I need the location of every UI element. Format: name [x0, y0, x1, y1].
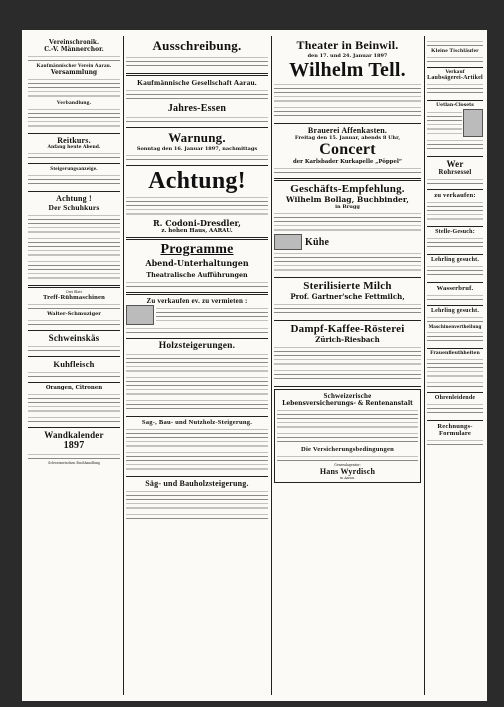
closet-illustration	[463, 109, 483, 137]
ad-kaufm-gesellschaft	[126, 76, 268, 128]
text-block	[427, 402, 483, 416]
text-block	[126, 280, 268, 288]
column-1	[28, 36, 124, 695]
heading-year: 1897	[63, 440, 85, 451]
text-block	[427, 82, 483, 96]
heading-vereinschronik: Vereinschronik.	[48, 38, 100, 46]
warnung-date: Sonntag den 16. Januar 1897, nachmittags	[136, 146, 258, 152]
cow-illustration	[274, 234, 302, 250]
text-block	[427, 330, 483, 344]
text-block	[126, 450, 268, 472]
text-block	[126, 195, 268, 217]
heading-kuhfleisch: Kuhfleisch	[53, 359, 95, 369]
heading-gartner: Prof. Gartner'sche Fettmilch,	[290, 292, 405, 301]
heading-schweizerische: Schweizerische	[323, 392, 372, 400]
ad-sag-steigerung	[126, 417, 268, 477]
text-block	[126, 88, 268, 102]
concert-date: Freitag den 15. Januar, abends 8 Uhr,	[294, 135, 401, 141]
text-block	[274, 211, 421, 233]
heading-steigerungsanzeige: Steigerungsanzeige.	[50, 166, 98, 172]
column-4	[427, 36, 483, 695]
text-block	[28, 54, 120, 62]
ad-schuhkurs	[28, 192, 120, 288]
heading-sag-steigerung: Sag-, Bau- und Nutzholz-Steigerung.	[141, 419, 253, 426]
heading-lehrling: Lehrling gesucht.	[430, 257, 480, 263]
text-block	[28, 107, 120, 129]
text-block	[28, 415, 120, 423]
heading-concert: Concert	[319, 141, 376, 158]
heading-achtung: Achtung !	[56, 194, 92, 203]
heading-kaffee: Dampf-Kaffee-Rösterei	[290, 323, 405, 335]
text-block	[156, 306, 268, 324]
heading-kaufm-gesellschaft: Kaufmännische Gesellschaft Aarau.	[137, 78, 257, 87]
heading-agent: Hans Wyrdisch	[319, 467, 376, 476]
heading-versicherung: Die Versicherungsbedingungen	[301, 446, 394, 453]
ad-warnung	[126, 128, 268, 166]
ad-tischlaeufer	[427, 36, 483, 68]
text-block	[274, 251, 421, 273]
heading-treff: Treff-Rühmaschinen	[43, 294, 105, 301]
bollag-location: in Brugg	[335, 204, 360, 210]
heading-wer: Wer	[446, 159, 464, 169]
text-block	[427, 39, 483, 47]
ad-rentenanstalt	[274, 389, 421, 483]
ad-kaffee	[274, 321, 421, 387]
text-block	[28, 236, 120, 258]
text-block	[28, 77, 120, 99]
text-block	[126, 398, 268, 412]
text-block	[126, 489, 268, 511]
text-block	[126, 375, 268, 397]
heading-ohren: Ohrenleidende	[434, 395, 476, 401]
heading-wilhelm-tell: Wilhelm Tell.	[289, 59, 406, 81]
heading-rentenanstalt: Lebensversicherungs- & Rentenanstalt	[282, 400, 413, 407]
text-block	[126, 55, 268, 69]
text-block	[126, 427, 268, 449]
heading-reitkurs: Reitkurs.	[57, 136, 91, 145]
heading-kuehe: Kühe	[305, 236, 330, 248]
heading-kapelle: der Karlsbader Kurkapelle „Pöppel“	[292, 159, 403, 165]
heading-lehrling-2: Lehrling gesucht.	[430, 308, 480, 314]
text-block	[427, 293, 483, 301]
ad-sterile-milch	[274, 278, 421, 321]
ad-vereinschronik	[28, 36, 120, 134]
text-block	[274, 368, 421, 382]
ad-reitkurs	[28, 134, 120, 164]
ad-frauen	[427, 349, 483, 393]
text-block	[427, 236, 483, 250]
heading-schweinskaes: Schweinskäs	[48, 333, 100, 343]
text-block	[277, 408, 418, 430]
heading-maennerchor: C.-V. Männerchor.	[44, 46, 104, 53]
column-2	[126, 36, 272, 695]
wandkalender-publisher: Schweizerischen Buchhandlung	[48, 461, 100, 465]
text-block	[427, 380, 483, 388]
newspaper-page	[22, 30, 487, 701]
heading-wasserbruf: Wasserbruf.	[436, 285, 474, 292]
heading-verbandlung: Verbandlung.	[56, 100, 92, 106]
text-block	[28, 344, 120, 352]
text-block	[277, 431, 418, 445]
ad-geschaeft	[274, 181, 421, 278]
heading-rohrsessel: Rohrsessel	[438, 169, 472, 176]
text-block	[427, 177, 483, 185]
ad-ohren	[427, 393, 483, 421]
heading-sterile-milch: Sterilisierte Milch	[303, 280, 392, 292]
text-block	[274, 345, 421, 367]
ad-lehrling	[427, 255, 483, 283]
heading-uetlan: Uetlan-Closets	[436, 103, 474, 108]
heading-bollag: Wilhelm Bollag, Buchbinder,	[286, 195, 409, 204]
text-block	[28, 259, 120, 281]
heading-stelle-gesuch: Stelle-Gesuch:	[435, 229, 475, 235]
ad-holzsteigerungen	[126, 339, 268, 417]
text-block	[28, 452, 120, 460]
text-block	[427, 138, 483, 152]
text-block	[427, 200, 483, 222]
heading-frauen: Frauenfleuthheiten	[430, 351, 480, 356]
heading-tischlaeufer: Kleine Tischläufer	[431, 48, 479, 54]
text-block	[126, 326, 268, 334]
text-block	[427, 110, 462, 136]
text-block	[277, 454, 418, 462]
text-block	[427, 357, 483, 379]
text-block	[274, 166, 421, 174]
heading-wandkalender: Wandkalender	[44, 430, 104, 440]
ad-zu-verkaufen	[126, 295, 268, 339]
ad-lehrling-2	[427, 306, 483, 349]
heading-orangen: Orangen, Citronen	[45, 385, 103, 391]
text-block	[427, 438, 483, 446]
ad-wandkalender	[28, 428, 120, 468]
ad-rechnungs	[427, 421, 483, 450]
ad-stelle-gesuch	[427, 227, 483, 255]
heading-kaufm-verein: Kaufmännischer Verein Aarau.	[36, 63, 112, 69]
text-block	[126, 153, 268, 161]
text-block	[28, 392, 120, 414]
ad-brauerei	[274, 124, 421, 181]
ad-steigerung	[28, 164, 120, 192]
text-block	[28, 213, 120, 235]
heading-codoni: R. Codoni-Dresdler,	[153, 218, 241, 228]
text-block	[427, 55, 483, 63]
text-block	[28, 173, 120, 187]
text-block	[274, 82, 421, 104]
heading-zu-verkaufen: Zu verkaufen ev. zu vermieten :	[146, 297, 248, 305]
heading-ausschreibung: Ausschreibung.	[152, 38, 242, 53]
ad-sag-bauholz	[126, 477, 268, 524]
text-block	[126, 115, 268, 123]
ad-kuhfleisch	[28, 357, 120, 383]
heading-sag-bauholz: Säg- und Bauholzsteigerung.	[145, 479, 249, 488]
text-block	[28, 151, 120, 159]
heading-holzsteigerungen: Holzsteigerungen.	[158, 341, 236, 351]
ad-theater	[274, 36, 421, 124]
heading-maschinen: Maschinenvertheilung	[428, 324, 482, 329]
ad-orangen	[28, 383, 120, 428]
heading-versammlung: Versammlung	[50, 69, 98, 76]
heading-jahres-essen: Jahres-Essen	[167, 103, 227, 114]
text-block	[427, 264, 483, 278]
ad-achtung-codoni	[126, 166, 268, 240]
heading-brauerei: Brauerei Affenkasten.	[307, 126, 388, 135]
text-block	[28, 318, 120, 326]
ad-programme	[126, 240, 268, 295]
heading-rechnungs: Rechnungs-Formulare	[437, 423, 473, 437]
text-block	[126, 352, 268, 374]
ad-schweinskaes	[28, 331, 120, 357]
ad-wasserbruf	[427, 283, 483, 306]
text-block	[126, 512, 268, 520]
ad-ausschreibung	[126, 36, 268, 76]
ad-uetlan	[427, 101, 483, 157]
heading-programme: Programme	[160, 242, 234, 257]
ad-treff	[28, 288, 120, 331]
reitkurs-subtitle: Anfang heute Abend.	[47, 145, 101, 150]
heading-achtung-big: Achtung!	[148, 168, 246, 194]
heading-zu-verkaufen-4: zu verkaufen:	[434, 192, 476, 199]
heading-laubsaegerei: Laubsägerei-Artikel	[427, 75, 483, 81]
heading-geschaeftsempfehlung: Geschäfts-Empfehlung.	[290, 183, 405, 195]
theater-date: den 17. und 24. Januar 1897	[307, 53, 388, 59]
ad-laubsaegerei	[427, 68, 483, 101]
house-illustration	[126, 305, 154, 325]
ad-zu-verkaufen-4	[427, 190, 483, 227]
column-3	[274, 36, 425, 695]
ad-rohrsessel	[427, 157, 483, 190]
text-block	[274, 302, 421, 316]
text-block	[274, 105, 421, 119]
text-block	[28, 302, 120, 310]
heading-theatral: Theatralische Aufführungen	[146, 271, 248, 279]
text-block	[28, 370, 120, 378]
text-block	[427, 315, 483, 323]
heading-warnung: Warnung.	[168, 130, 226, 145]
heading-schuhkurs: Der Schuhkurs	[48, 203, 100, 212]
label-verkauf: Verkauf	[445, 70, 465, 75]
label-drei-blatt: Drei Blatt	[66, 290, 82, 294]
label-generalagentur: Generalagentur:	[334, 463, 361, 467]
agent-location: in Aarau.	[340, 476, 355, 480]
heading-walter: Walter-Schmuziger	[47, 311, 101, 317]
codoni-address: z. hohen Haus, AARAU.	[161, 228, 233, 234]
heading-theater: Theater in Beinwil.	[296, 38, 399, 52]
heading-abend: Abend-Unterhaltungen	[145, 258, 249, 268]
heading-kaffee-location: Zürich-Riesbach	[315, 335, 380, 344]
